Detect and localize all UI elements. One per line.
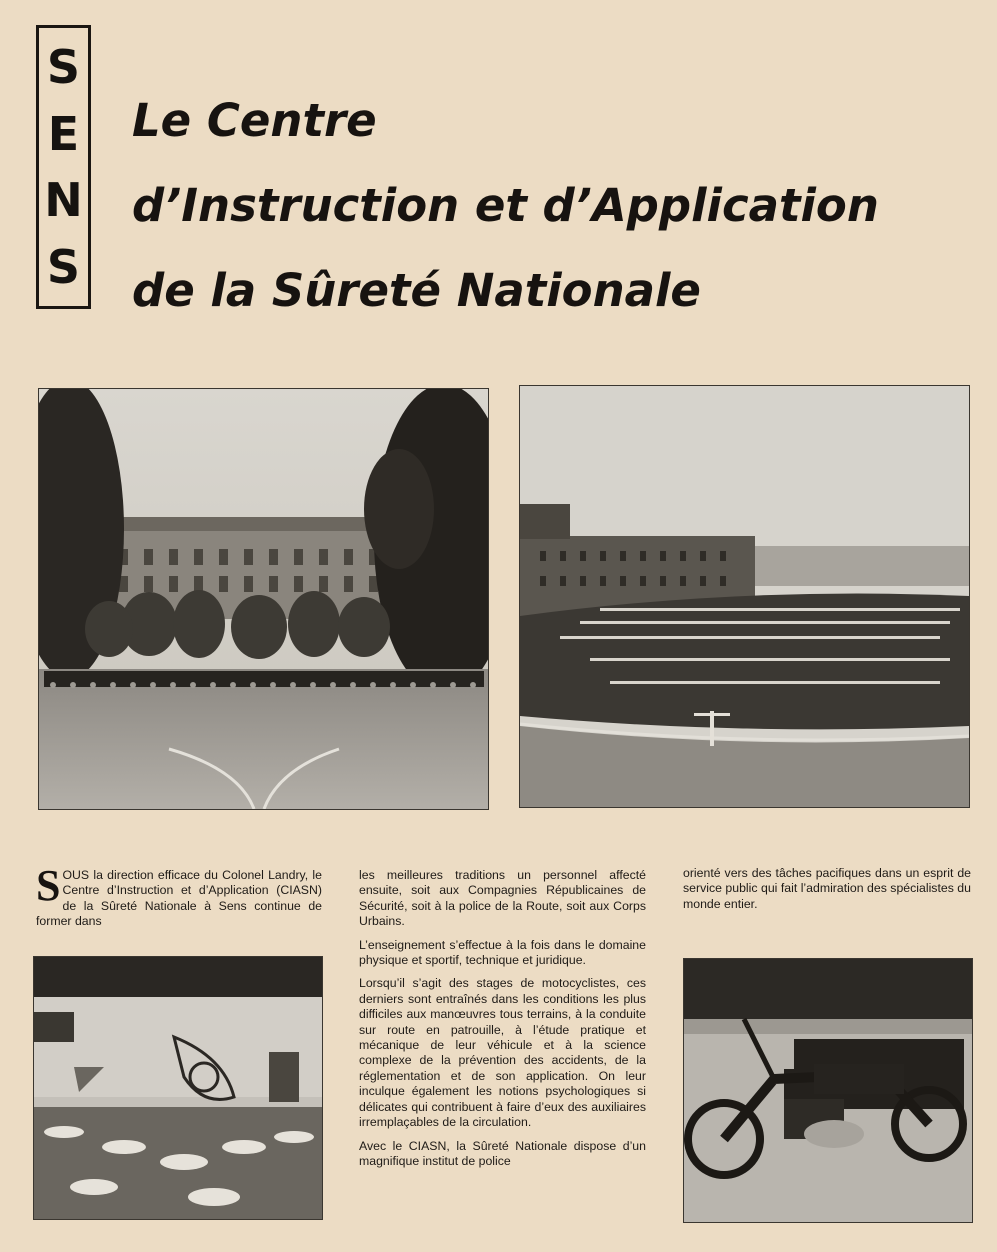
article-column-2 <box>359 868 646 1177</box>
photo-gymnastics-field <box>519 385 970 808</box>
article-column-3 <box>683 866 971 920</box>
photo-motorcycles <box>683 958 973 1223</box>
col2-paragraph-4: Avec le CIASN, la Sûreté Nationale dispose d’un magnifique institut de police <box>359 1138 646 1168</box>
drop-cap: S <box>36 861 61 910</box>
photo-building-motorcycles <box>38 388 489 810</box>
sens-letter: S <box>46 239 81 294</box>
sens-letter: N <box>44 173 83 228</box>
col3-text: orienté vers des tâches pacifiques dans un esprit de service public qui fait l’admiration des spécialistes du monde entier. <box>683 866 971 911</box>
article-column-1 <box>36 861 322 938</box>
col2-paragraph-2: L’enseignement s’effectue à la fois dans le domaine physique et sportif, technique et juridique. <box>359 937 646 968</box>
sens-letter: E <box>47 106 80 161</box>
title-line: Le Centre <box>132 94 377 147</box>
title-line: de la Sûreté Nationale <box>132 264 701 317</box>
title-line: d’Instruction et d’Application <box>132 179 879 232</box>
col2-paragraph-3: Lorsqu’il s’agit des stages de motocyclistes, ces derniers sont entraînés dans les conditions les plus difficiles aux manœuvres tous terrains, à la conduite sur route en patrouille, à l’étude pratique et mécanique de leur véhicule et à la science complexe de la prévention des accidents, de la réglementation et de son application. On leur inculque également les notions psychologiques si délicates qui contribuent à faire d’eux des auxiliaires irremplaçables de la circulation. <box>359 976 646 1130</box>
sens-label-box <box>36 25 91 309</box>
article-title <box>132 78 992 333</box>
sens-letter: S <box>46 40 81 95</box>
photo-dining-hall <box>33 956 323 1220</box>
col1-text: OUS la direction efficace du Colonel Landry, le Centre d’Instruction et d’Application (CIASN) de la Sûreté Nationale à Sens continue de former dans <box>36 868 322 929</box>
col2-paragraph-1: les meilleures traditions un personnel affecté ensuite, soit aux Compagnies Républicaines de Sécurité, soit à la police de la Route, soit aux Corps Urbains. <box>359 868 646 929</box>
show-through-text <box>320 22 997 82</box>
